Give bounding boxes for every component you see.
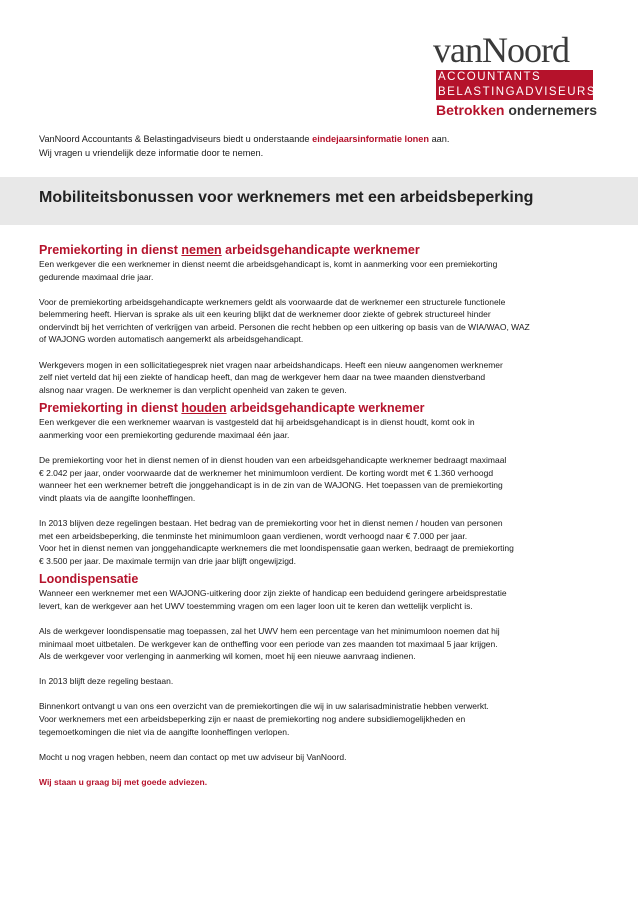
text-line: zelf niet verteld dat hij een ziekte of handicap heeft, dan mag de werkgever hem daar na twee maanden dienstverband: [39, 372, 486, 383]
heading-part: arbeidsgehandicapte werknemer: [226, 401, 425, 416]
paragraph: [39, 258, 604, 283]
text-line: minimaal moet uitbetalen. De werkgever kan de ontheffing voor een periode van zes maanden tot maximaal 5 jaar krijgen.: [39, 638, 498, 649]
text-line: vindt plaats via de aangifte loonheffingen.: [39, 492, 196, 503]
heading-part: arbeidsgehandicapte werknemer: [221, 243, 420, 257]
closing-line: [39, 776, 604, 789]
text-line: ondervindt bij het verrichten of verkrijgen van arbeid. Personen die recht hebben op een uitkering op basis van de WIA/WAO, WAZ: [39, 321, 530, 332]
paragraph: In 2013 blijft deze regeling bestaan.: [39, 676, 174, 687]
intro-highlight: eindejaarsinformatie lonen: [312, 134, 430, 144]
logo-subtitle-box: [436, 70, 597, 100]
paragraph: [39, 700, 604, 738]
page-title: Mobiliteitsbonussen voor werknemers met een arbeidsbeperking: [39, 189, 534, 206]
text-line: Voor de premiekorting arbeidsgehandicapte werknemers geldt als voorwaarde dat de werknemer een structurele functionele: [39, 296, 506, 307]
text-line: Wanneer een werknemer met een WAJONG-uitkering door zijn ziekte of handicap een beduidend geringere arbeidsprestatie: [39, 588, 507, 599]
text-line: In 2013 blijven deze regelingen bestaan. Het bedrag van de premiekorting voor het in dienst nemen / houden van personen: [39, 517, 503, 528]
section-heading-houden: [39, 400, 604, 416]
text-line: tegemoetkomingen die niet via de aangifte loonheffingen verlopen.: [39, 726, 290, 737]
paragraph: [39, 454, 604, 504]
text-line: levert, kan de werkgever aan het UWV toestemming vragen om een lager loon uit te keren dan wettelijk verplicht is.: [39, 600, 473, 611]
text-line: met een arbeidsbeperking, die tenminste het minimumloon gaan verdienen, wordt verhoogd naar € 7.000 per jaar.: [39, 530, 468, 541]
text-line: € 2.042 per jaar, onder voorwaarde dat de werknemer het minimumloon verdient. De korting wordt met € 1.360 verhoogd: [39, 467, 494, 478]
text-line: wanneer het een werknemer betreft die jonggehandicapt is in de zin van de WAJONG. Het toepassen van de premiekorting: [39, 480, 503, 491]
logo-wordmark: [433, 30, 569, 70]
text-line: Een werkgever die een werknemer waarvan is vastgesteld dat hij arbeidsgehandicapt is in dienst houdt, komt ook in: [39, 417, 475, 428]
text-line: Voor het in dienst nemen van jonggehandicapte werknemers die met loondispensatie gaan werken, bedraagt de premiekorting: [39, 543, 514, 554]
logo-line-accountants: ACCOUNTANTS: [438, 71, 542, 83]
paragraph: Mocht u nog vragen hebben, neem dan contact op met uw adviseur bij VanNoord.: [39, 751, 347, 762]
section-heading-nemen: [39, 242, 604, 258]
paragraph: [39, 359, 604, 397]
document-body: [39, 242, 604, 801]
logo-noord: Noord: [481, 30, 569, 70]
paragraph: [39, 416, 604, 441]
intro-line-1: [39, 132, 599, 146]
tagline-ondernemers: ondernemers: [508, 102, 598, 118]
text-line: Voor werknemers met een arbeidsbeperking zijn er naast de premiekorting nog andere subsidiemogelijkheden en: [39, 713, 466, 724]
text-line: Een werkgever die een werknemer in dienst neemt die arbeidsgehandicapt is, komt in aanmerking voor een premiekorting: [39, 259, 498, 269]
text-line: of WAJONG worden automatisch aangemerkt als arbeidsgehandicapt.: [39, 334, 304, 345]
tagline-betrokken: Betrokken: [436, 102, 505, 118]
intro-text: [39, 132, 599, 160]
logo-tagline: [436, 102, 597, 118]
paragraph: [39, 587, 604, 612]
paragraph: [39, 517, 604, 567]
paragraph: [39, 625, 604, 663]
closing-dot: .: [204, 776, 208, 787]
logo-van: van: [433, 30, 482, 70]
intro-post: aan.: [429, 134, 450, 144]
logo-line-belastingadviseurs: BELASTINGADVISEURS: [438, 85, 597, 98]
heading-part: Premiekorting in dienst: [39, 243, 182, 257]
text-line: € 3.500 per jaar. De maximale termijn van drie jaar blijft ongewijzigd.: [39, 555, 297, 566]
heading-underlined: nemen: [181, 243, 222, 257]
text-line: De premiekorting voor het in dienst nemen of in dienst houden van een arbeidsgehandicapte werknemer bedraagt maximaal: [39, 455, 507, 466]
title-band: [0, 177, 638, 225]
text-line: Als de werkgever voor verlenging in aanmerking wil komen, moet hij een nieuwe aanvraag indienen.: [39, 651, 416, 662]
closing-text: Wij staan u graag bij met goede adviezen: [39, 776, 205, 787]
text-line: Als de werkgever loondispensatie mag toepassen, zal het UWV hem een percentage van het minimumloon noemen dat hij: [39, 625, 500, 636]
section-heading-loondispensatie: Loondispensatie: [39, 572, 139, 587]
text-line: gedurende maximaal drie jaar.: [39, 271, 154, 282]
text-line: belemmering heeft. Hiervan is sprake als uit een keuring blijkt dat de werknemer door ziekte of gebrek structureel hinder: [39, 309, 491, 320]
text-line: aanmerking voor een premiekorting gedurende maximaal één jaar.: [39, 429, 290, 440]
heading-part: Premiekorting in dienst: [39, 401, 182, 416]
text-line: Binnenkort ontvangt u van ons een overzicht van de premiekortingen die wij in uw salarisadministratie hebben verwerkt.: [39, 701, 489, 712]
heading-underlined: houden: [181, 401, 227, 416]
intro-line-2: Wij vragen u vriendelijk deze informatie door te nemen.: [39, 148, 264, 158]
paragraph: [39, 296, 604, 346]
text-line: Werkgevers mogen in een sollicitatiegesprek niet vragen naar arbeidshandicaps. Heeft een nieuw aangenomen werknemer: [39, 359, 503, 370]
text-line: alsnog naar vragen. De werknemer is dan verplicht openheid van zaken te geven.: [39, 384, 347, 395]
intro-pre: VanNoord Accountants & Belastingadviseurs biedt u onderstaande: [39, 134, 313, 144]
